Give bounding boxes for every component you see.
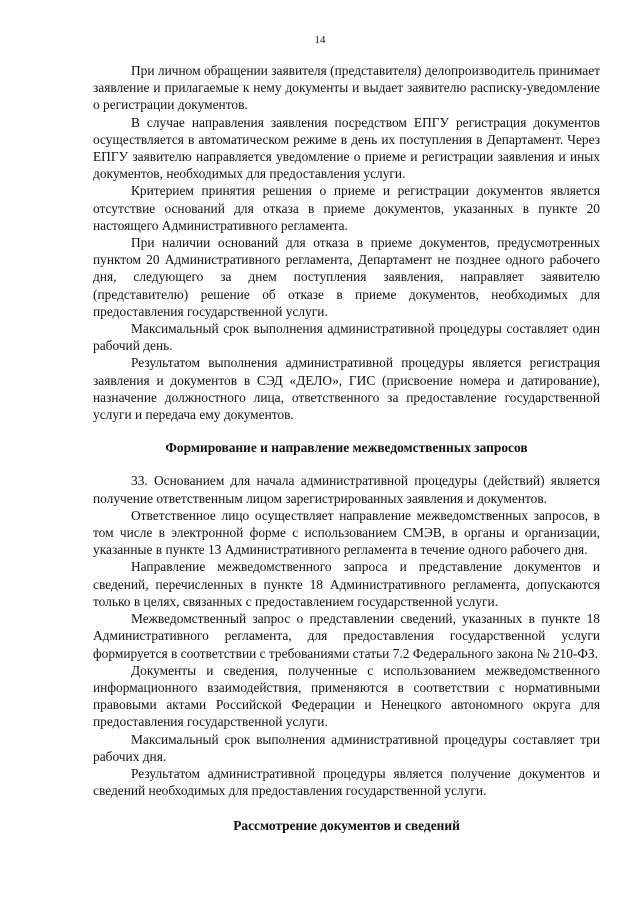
- paragraph: Максимальный срок выполнения административной процедуры составляет три рабочих дня.: [93, 731, 600, 764]
- page-number: 14: [314, 34, 326, 46]
- paragraph: Результатом выполнения административной процедуры является регистрация заявления и документов в СЭД «ДЕЛО», ГИС (присвоение номера и датирование), назначение должностного лица, ответственного за предоставление государственной услуги и передача ему документов.: [93, 355, 600, 423]
- paragraph: В случае направления заявления посредством ЕПГУ регистрация документов осуществляется в автоматическом режиме в день их поступления в Департамент. Через ЕПГУ заявителю направляется уведомление о приеме и регистрации заявления и иных документов, необходимых для предоставления услуги.: [93, 114, 600, 182]
- paragraph: Межведомственный запрос о представлении сведений, указанных в пункте 18 Административного регламента, для предоставления государственной услуги формируется в соответствии с требованиями статьи 7.2 Федерального закона № 210-ФЗ.: [93, 611, 600, 661]
- paragraph: 33. Основанием для начала административной процедуры (действий) является получение ответственным лицом зарегистрированных заявления и документов.: [93, 473, 600, 506]
- document-body: [93, 62, 600, 851]
- paragraph: Документы и сведения, полученные с использованием межведомственного информационного взаимодействия, применяются в соответствии с нормативными правовыми актами Российской Федерации и Ненецкого автономного округа для предоставления государственной услуги.: [93, 662, 600, 730]
- paragraph: Критерием принятия решения о приеме и регистрации документов является отсутствие оснований для отказа в приеме документов, указанных в пункте 20 настоящего Административного регламента.: [93, 183, 600, 233]
- paragraph: При личном обращении заявителя (представителя) делопроизводитель принимает заявление и прилагаемые к нему документы и выдает заявителю расписку-уведомление о регистрации документов.: [93, 63, 600, 113]
- paragraph: Максимальный срок выполнения административной процедуры составляет один рабочий день.: [93, 321, 600, 354]
- paragraph: При наличии оснований для отказа в приеме документов, предусмотренных пунктом 20 Административного регламента, Департамент не позднее одного рабочего дня, следующего за днем поступления заявления, направляет заявителю (представителю) решение об отказе в приеме документов, необходимых для предоставления государственной услуги.: [93, 235, 600, 319]
- paragraph: Ответственное лицо осуществляет направление межведомственных запросов, в том числе в электронной форме с использованием СМЭВ, в органы и организации, указанные в пункте 13 Административного регламента в течение одного рабочего дня.: [93, 507, 600, 558]
- section-heading: Рассмотрение документов и сведений: [233, 818, 460, 834]
- paragraph: Результатом административной процедуры является получение документов и сведений необходимых для предоставления государственной услуги.: [93, 765, 600, 799]
- paragraph: Направление межведомственного запроса и представление документов и сведений, перечисленных в пункте 18 Административного регламента, допускаются только в целях, связанных с предоставлением государственной услуги.: [93, 559, 600, 609]
- section-heading: Формирование и направление межведомственных запросов: [165, 440, 528, 456]
